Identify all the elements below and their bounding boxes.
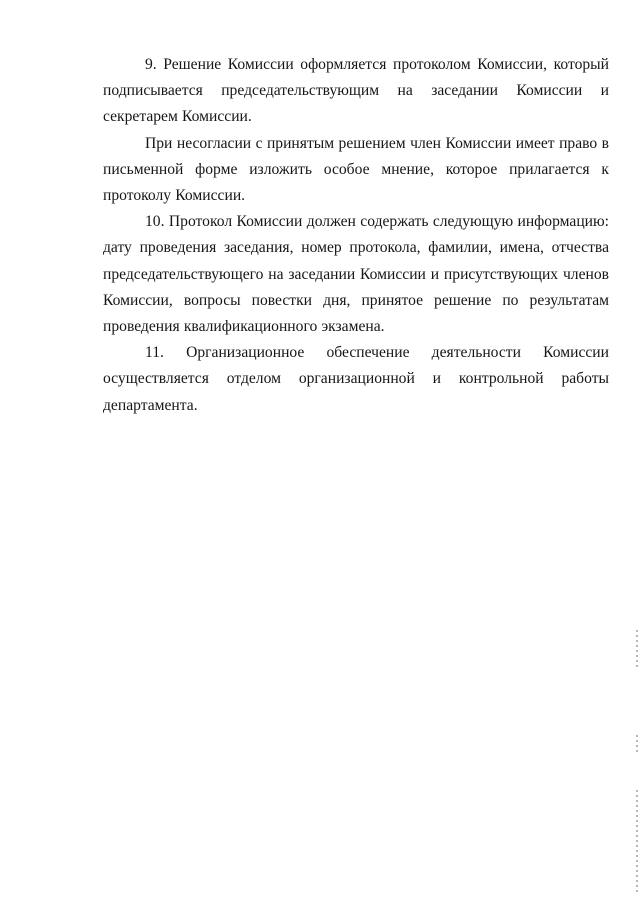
paragraph-10: 10. Протокол Комиссии должен содержать следующую информацию: дату проведения заседания, номер протокола, фамилии, имена, отчества председательствующего на заседании Комиссии и присутствующих членов Комиссии, вопросы повестки дня, принятое решение по результатам проведения квалификационного экзамена.: [103, 213, 609, 336]
scan-edge-mark: [636, 790, 638, 895]
paragraph-dissent: При несогласии с принятым решением член Комиссии имеет право в письменной форме изложить особое мнение, которое прилагается к протоколу Комиссии.: [103, 134, 609, 205]
scan-edge-mark: [636, 630, 638, 670]
document-body: [103, 52, 609, 419]
paragraph-11: 11. Организационное обеспечение деятельности Комиссии осуществляется отделом организационной и контрольной работы департамента.: [103, 344, 609, 414]
paragraph-9: 9. Решение Комиссии оформляется протоколом Комиссии, который подписывается председательствующим на заседании Комиссии и секретарем Комиссии.: [103, 56, 609, 126]
scan-edge-mark: [636, 735, 638, 755]
